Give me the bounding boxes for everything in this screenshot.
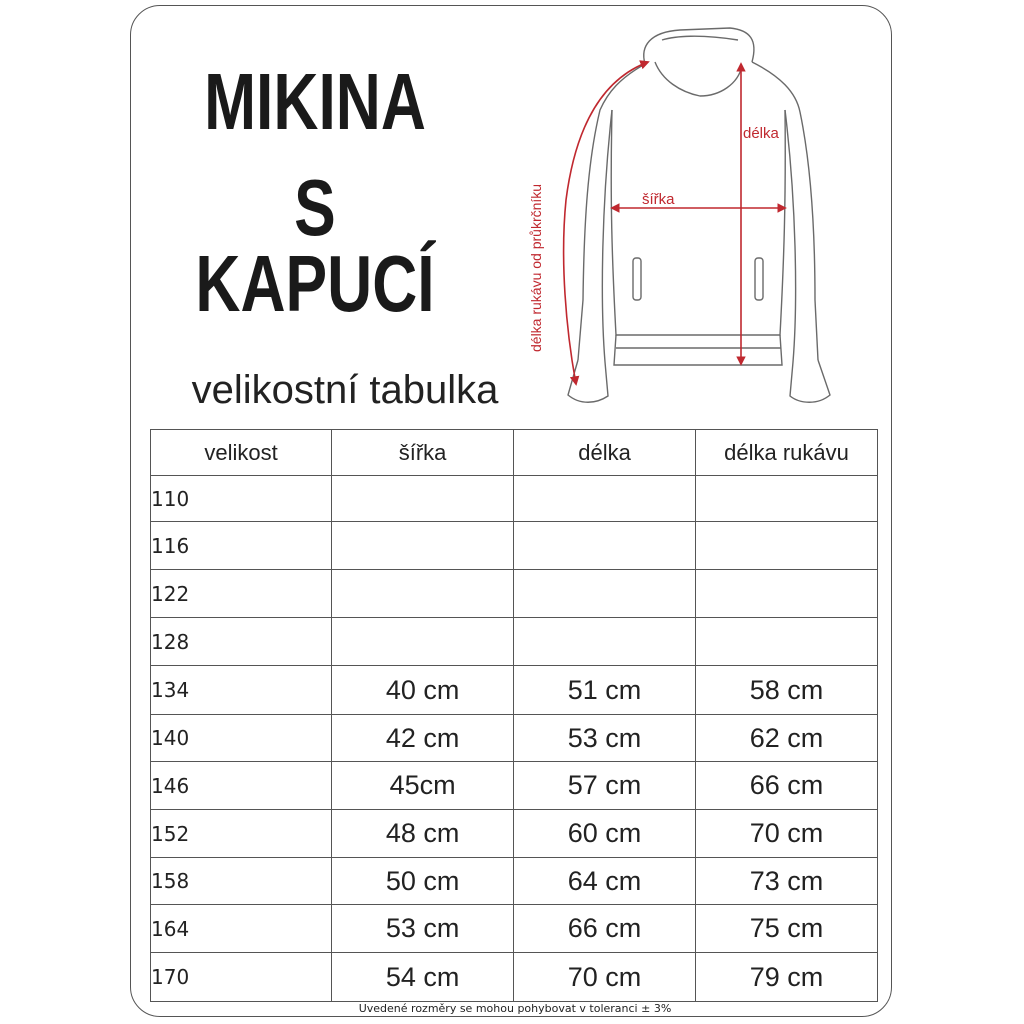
- hoodie-outline: [568, 28, 830, 402]
- table-row: [151, 570, 878, 618]
- width-cell: [332, 618, 514, 666]
- length-cell: 51 cm: [514, 666, 696, 715]
- table-row: [151, 905, 878, 953]
- size-cell: 164: [151, 905, 332, 953]
- size-cell: 122: [151, 570, 332, 618]
- sleeve-cell: 62 cm: [695, 715, 877, 762]
- header-delka-rukavu: délka rukávu: [695, 430, 877, 476]
- width-cell: 53 cm: [332, 905, 514, 953]
- size-table: [150, 429, 878, 1002]
- sleeve-cell: [695, 522, 877, 570]
- sleeve-cell: 58 cm: [695, 666, 877, 715]
- sleeve-cell: [695, 618, 877, 666]
- size-cell: 116: [151, 522, 332, 570]
- size-cell: 134: [151, 666, 332, 715]
- title-line-3: KAPUCÍ: [195, 239, 435, 328]
- width-cell: [332, 476, 514, 522]
- length-cell: [514, 522, 696, 570]
- length-cell: 64 cm: [514, 858, 696, 905]
- width-label: šířka: [642, 191, 675, 208]
- table-row: [151, 715, 878, 762]
- sleeve-cell: [695, 476, 877, 522]
- length-cell: 66 cm: [514, 905, 696, 953]
- size-cell: 152: [151, 810, 332, 858]
- length-cell: 57 cm: [514, 762, 696, 810]
- width-cell: [332, 570, 514, 618]
- length-cell: [514, 476, 696, 522]
- width-cell: 54 cm: [332, 953, 514, 1002]
- sleeve-cell: 66 cm: [695, 762, 877, 810]
- table-row: [151, 953, 878, 1002]
- table-row: [151, 522, 878, 570]
- table-row: [151, 666, 878, 715]
- length-cell: [514, 570, 696, 618]
- width-cell: 50 cm: [332, 858, 514, 905]
- subtitle: velikostní tabulka: [191, 368, 499, 412]
- sleeve-cell: 75 cm: [695, 905, 877, 953]
- sleeve-cell: 70 cm: [695, 810, 877, 858]
- width-cell: 48 cm: [332, 810, 514, 858]
- width-cell: 40 cm: [332, 666, 514, 715]
- sleeve-label: délka rukávu od průkrčníku: [528, 183, 544, 352]
- tolerance-footnote: Uvedené rozměry se mohou pohybovat v toleranci ± 3%: [358, 1002, 672, 1015]
- size-cell: 158: [151, 858, 332, 905]
- length-cell: 53 cm: [514, 715, 696, 762]
- table-header-row: [151, 430, 878, 476]
- width-cell: 45cm: [332, 762, 514, 810]
- length-cell: [514, 618, 696, 666]
- header-sirka: šířka: [332, 430, 514, 476]
- table-row: [151, 476, 878, 522]
- title-line-1: MIKINA: [204, 57, 426, 146]
- size-cell: 110: [151, 476, 332, 522]
- length-cell: 60 cm: [514, 810, 696, 858]
- title-line-2: S: [294, 163, 336, 252]
- width-cell: [332, 522, 514, 570]
- sleeve-cell: [695, 570, 877, 618]
- table-row: [151, 858, 878, 905]
- size-cell: 146: [151, 762, 332, 810]
- length-cell: 70 cm: [514, 953, 696, 1002]
- length-label: délka: [743, 125, 779, 142]
- sleeve-cell: 79 cm: [695, 953, 877, 1002]
- size-cell: 140: [151, 715, 332, 762]
- size-cell: 128: [151, 618, 332, 666]
- header-delka: délka: [514, 430, 696, 476]
- table-row: [151, 618, 878, 666]
- table-row: [151, 762, 878, 810]
- width-cell: 42 cm: [332, 715, 514, 762]
- size-cell: 170: [151, 953, 332, 1002]
- hoodie-diagram: [500, 18, 890, 418]
- header-velikost: velikost: [151, 430, 332, 476]
- table-row: [151, 810, 878, 858]
- sleeve-cell: 73 cm: [695, 858, 877, 905]
